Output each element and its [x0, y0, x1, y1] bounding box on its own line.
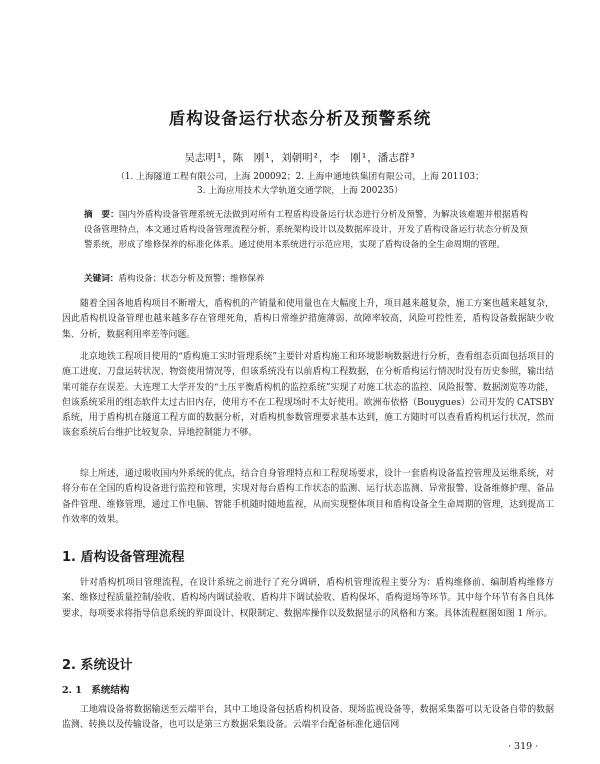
section-1-paragraph: 针对盾构机项目管理流程，在设计系统之前进行了充分调研，盾构机管理流程主要分为：盾构维修前、编制盾构维修方案、维修过程质量控制/验收、盾构场内调试验收、盾构井下调试验收、盾构保坏、盾构退场等环节。其中每个环节有各自具体要求，每项要求将指导信息系统的界面设计、权限制定、数据库操作以及数据显示的风格和方案。具体流程框图如图 1 所示。 — [62, 578, 554, 619]
abstract-text: 国内外盾构设备管理系统无法做到对所有工程盾构设备运行状态进行分析及预警，为解决该难题并根据盾构设备管理特点，本文通过盾构设备管理流程分析，系统架构设计以及数据库设计，开发了盾构设备运行状态分析及预警系统，形成了维修保养的标准化体系。通过使用本系统进行示范应用，实现了盾构设备的全生命周期的管理。 — [84, 210, 528, 251]
affiliation-line-1: （1. 上海隧道工程有限公司，上海 200092；2. 上海申通地铁集团有限公司，上海 201103； — [116, 172, 484, 182]
author-list: 吴志明¹，陈 刚¹，刘朝明²，李 刚¹，潘志群³ — [184, 152, 416, 164]
intro-paragraph-3: 综上所述，通过吸收国内外系统的优点，结合自身管理特点和工程现场要求，设计一套盾构设备监控管理及运维系统，对将分布在全国的盾构设备进行监控和管理，实现对每台盾构工作状态的监测、运行状态监测、异常报警、设备维修护理、备品备件管理、维修管理，通过工作电脑、智能手机随时随地监视，从而实现整体项目和盾构设备全生命周期的管理，达到提高工作效率的效果。 — [62, 469, 554, 525]
abstract-label: 摘 要： — [84, 210, 119, 220]
page-number: · 319 · — [508, 741, 539, 752]
intro-paragraph-2: 北京地铁工程项目使用的“盾构施工实时管理系统”主要针对盾构施工和环境影响数据进行分析，查看组态页面包括项目的施工进度、刀盘运转状况、物资使用情况等，但该系统没有以前盾构工程数据，在分析盾构运行情况时没有历史参照，输出结果可能存在误差。大连理工大学开发的“土压平衡盾构机的监控系统”实现了对施工状态的监控、风险报警、数据浏览等功能，但该系统采用的组态软件太过古旧内存，使用方不在工程现场时不太好使用。欧洲布依格（Bouygues）公司开发的 CATSBY 系统，用于盾构机在隧道工程方面的数据分析，对盾构机参数管理要求基本达到，施工方随时可以查看盾构机运行状况，然而该套系统后台维护比较复杂、异地控制能力不够。 — [62, 352, 554, 439]
abstract — [84, 208, 528, 254]
paper-title: 盾构设备运行状态分析及预警系统 — [168, 109, 432, 128]
section-1-heading: 1. 盾构设备管理流程 — [62, 550, 185, 565]
affiliation-line-2: 3. 上海应用技术大学轨道交通学院，上海 200235） — [197, 186, 403, 196]
keywords-text: 盾构设备；状态分析及预警；维修保养 — [118, 274, 265, 284]
section-2-heading: 2. 系统设计 — [62, 658, 133, 673]
keywords-label: 关键词： — [84, 274, 119, 284]
section-2-1-paragraph: 工地端设备将数据输送至云端平台，其中工地设备包括盾构机设备、现场监视设备等，数据采集器可以无设备自带的数据监测、转换以及传输设备，也可以是第三方数据采集设备。云端平台配备标准化通信网 — [62, 705, 554, 731]
keywords — [84, 272, 544, 284]
section-2-1-heading: 2. 1 系统结构 — [62, 685, 130, 696]
intro-paragraph-1: 随着全国各地盾构项目不断增大，盾构机的产销量和使用量也在大幅度上升，项目越来越复杂，施工方案也越来越复杂，因此盾构机设备管理也越来越多存在管理死角，盾构日常维护措施薄弱、故障率较高，风险可控性差，盾构设备数据缺少收集、分析，数据利用率差等问题。 — [62, 299, 554, 340]
